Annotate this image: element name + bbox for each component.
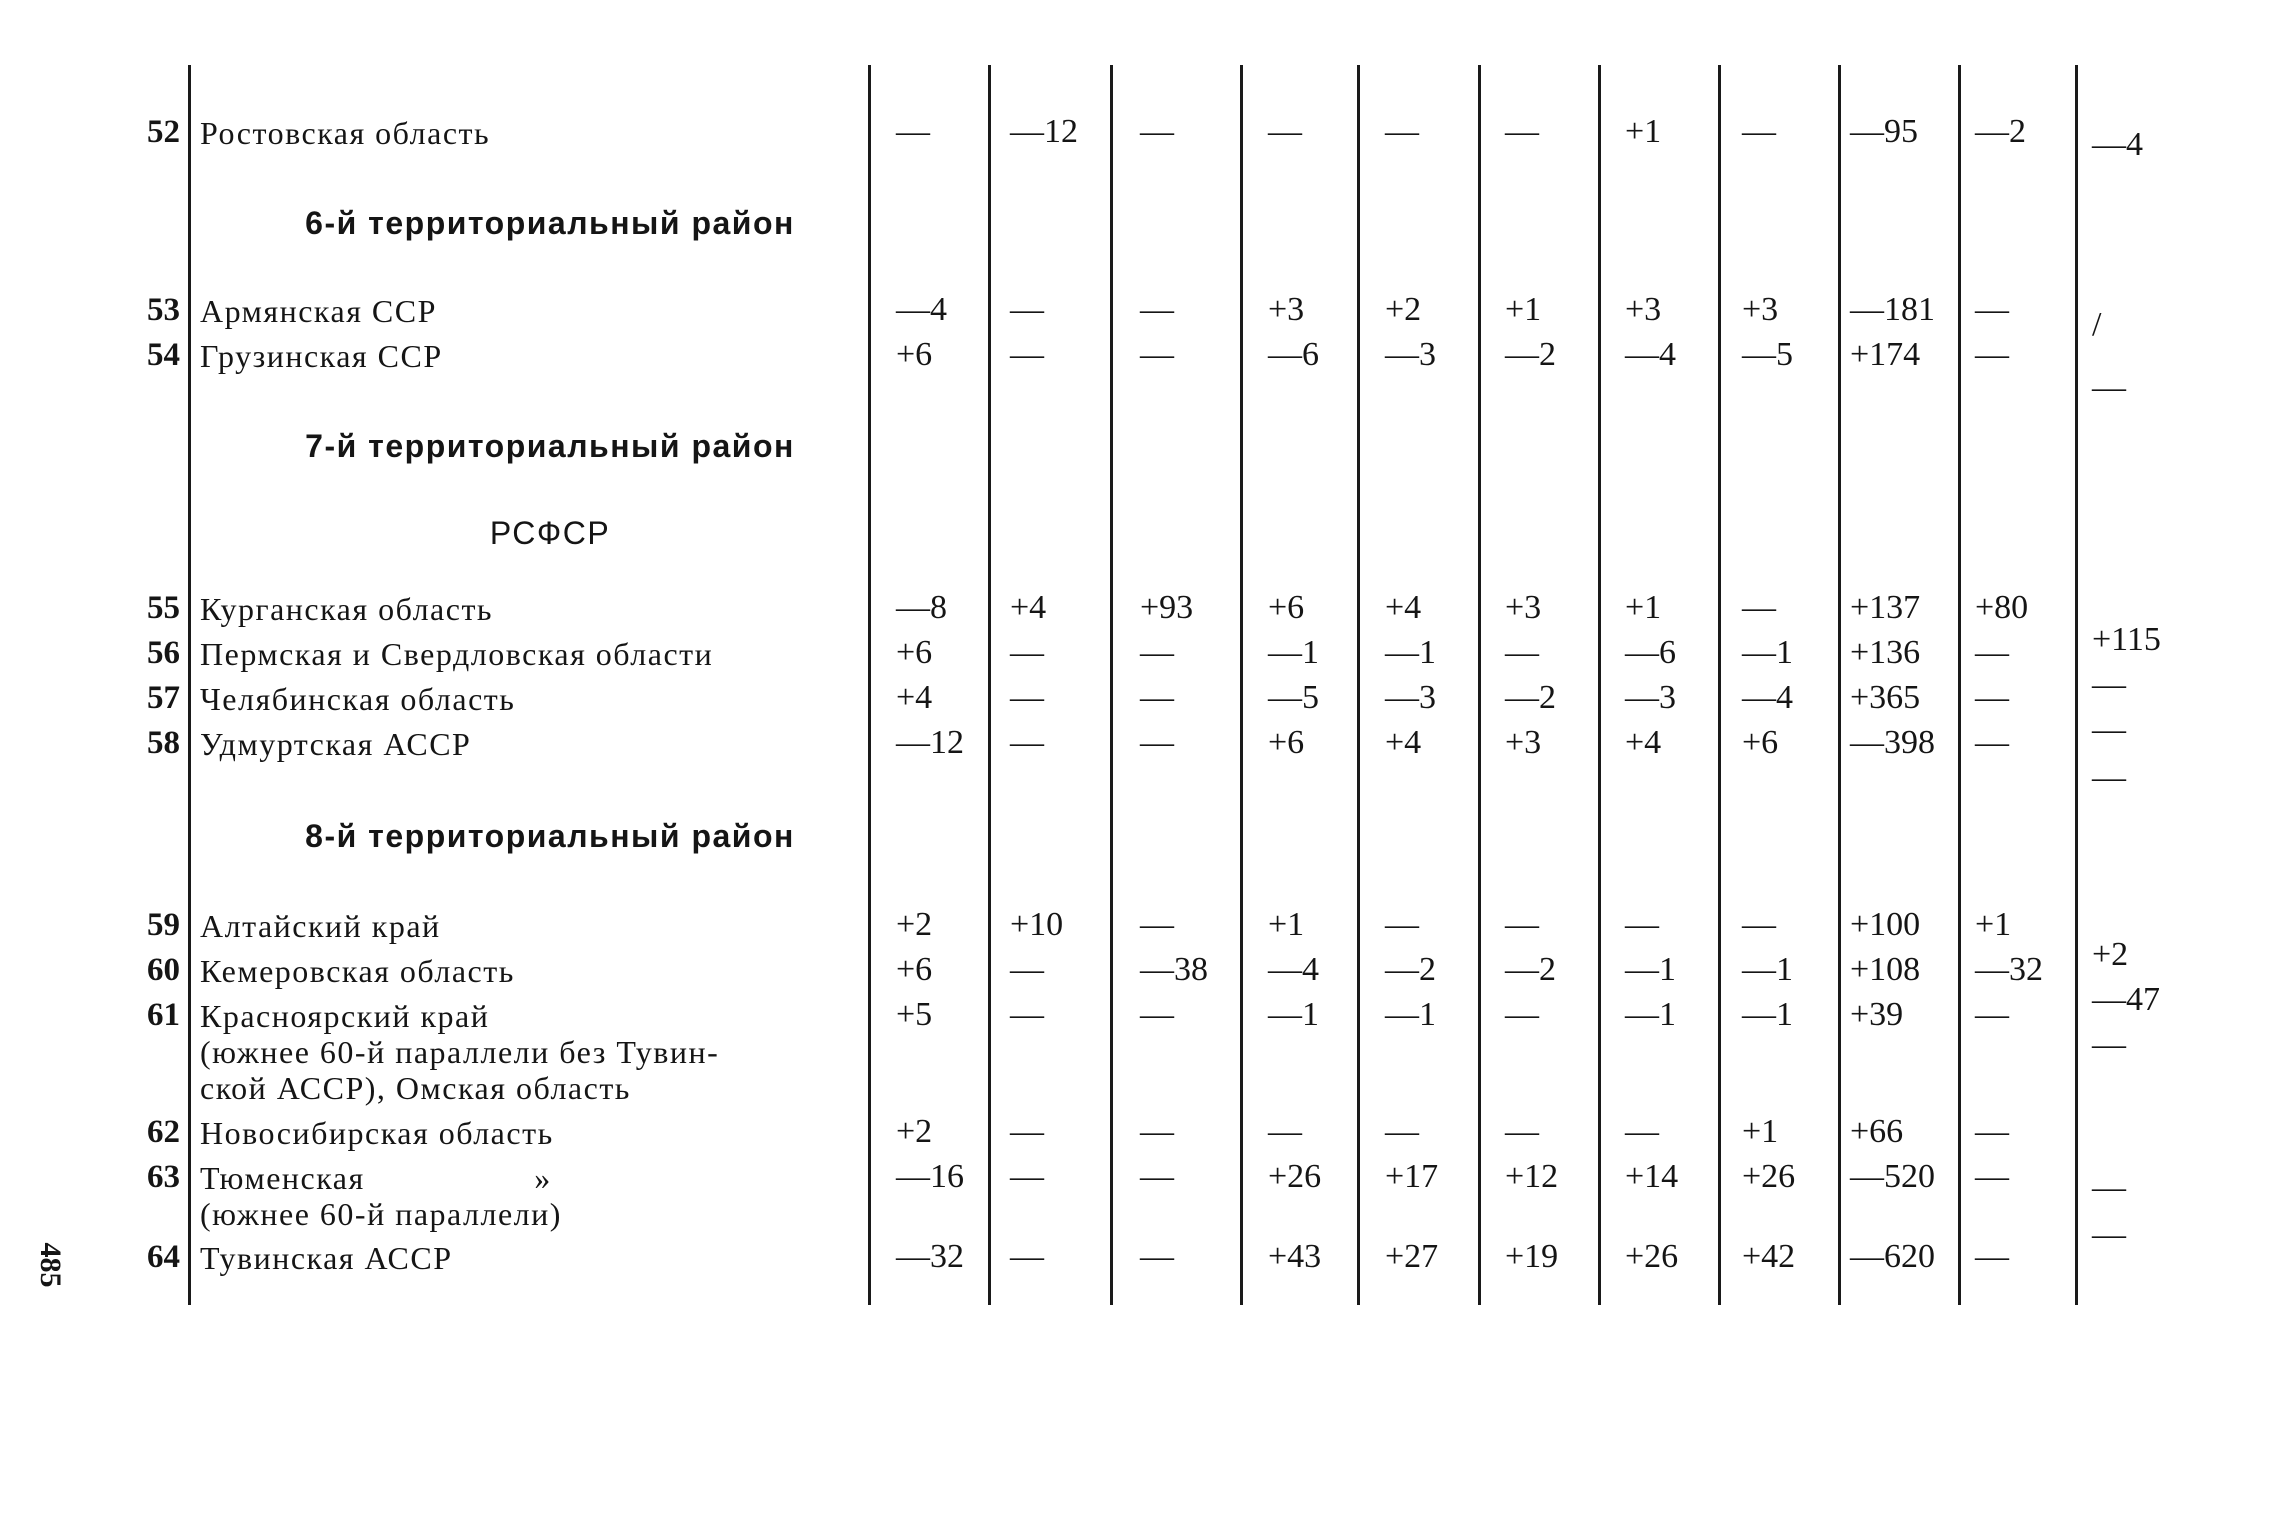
table-cell: —1	[1625, 996, 1676, 1033]
table-cell: +66	[1850, 1113, 1904, 1150]
table-cell: —	[2092, 711, 2126, 748]
table-cell: —47	[2092, 981, 2160, 1018]
table-cell: —	[1975, 291, 2009, 328]
table-cell: +4	[896, 679, 933, 716]
table-cell: —	[1010, 291, 1044, 328]
table-cell: —	[1975, 1238, 2009, 1275]
table-cell: —1	[1742, 996, 1793, 1033]
table-cell: +6	[896, 336, 933, 373]
table-cell: +14	[1625, 1158, 1679, 1195]
table-cell: —	[1010, 679, 1044, 716]
row-name: ской АССР), Омская область	[200, 1070, 631, 1106]
table-cell: +1	[1975, 906, 2012, 943]
table-cell: +108	[1850, 951, 1921, 988]
table-cell: —1	[1385, 996, 1436, 1033]
section-heading: 6-й территориальный район	[305, 205, 795, 241]
row-number: 53	[147, 292, 180, 328]
table-cell: +3	[1505, 589, 1542, 626]
table-cell: +4	[1385, 589, 1422, 626]
column-rule	[1478, 65, 1481, 1305]
table-cell: —	[1975, 634, 2009, 671]
column-rule	[1598, 65, 1601, 1305]
table-cell: +6	[1268, 724, 1305, 761]
table-cell: —	[1975, 679, 2009, 716]
table-cell: —	[1140, 996, 1174, 1033]
row-number: 57	[147, 680, 180, 716]
column-rule	[988, 65, 991, 1305]
row-number: 56	[147, 635, 180, 671]
table-cell: —	[1625, 906, 1659, 943]
column-rule	[1958, 65, 1961, 1305]
table-cell: +26	[1625, 1238, 1679, 1275]
table-cell: —	[1742, 589, 1776, 626]
table-cell: —	[1975, 1113, 2009, 1150]
column-rule	[1110, 65, 1113, 1305]
table-cell: —	[1505, 1113, 1539, 1150]
row-number: 59	[147, 907, 180, 943]
table-cell: —	[2092, 369, 2126, 406]
table-cell: —	[1975, 996, 2009, 1033]
column-rule	[1718, 65, 1721, 1305]
table-cell: /	[2092, 306, 2102, 343]
table-cell: —2	[1975, 113, 2026, 150]
table-cell: —	[1140, 291, 1174, 328]
table-cell: —16	[896, 1158, 964, 1195]
table-cell: —	[1010, 1113, 1044, 1150]
table-cell: —5	[1742, 336, 1793, 373]
table-cell: —	[1010, 996, 1044, 1033]
table-cell: +1	[1268, 906, 1305, 943]
table-cell: —4	[2092, 126, 2143, 163]
table-cell: —2	[1505, 336, 1556, 373]
row-name: Курганская область	[200, 591, 494, 627]
table-cell: —	[2092, 1216, 2126, 1253]
table-cell: —	[1010, 724, 1044, 761]
table-cell: —4	[1742, 679, 1793, 716]
table-cell: —	[1140, 724, 1174, 761]
row-number: 58	[147, 725, 180, 761]
table-cell: +6	[1742, 724, 1779, 761]
table-cell: —	[1140, 679, 1174, 716]
table-cell: +2	[1385, 291, 1422, 328]
table-cell: +42	[1742, 1238, 1796, 1275]
table-cell: +1	[1742, 1113, 1779, 1150]
table-cell: —	[1505, 906, 1539, 943]
table-cell: —	[1140, 906, 1174, 943]
page-number: 485	[34, 1242, 67, 1288]
table-cell: —2	[1505, 679, 1556, 716]
table-cell: —	[1742, 906, 1776, 943]
table-cell: +2	[2092, 936, 2129, 973]
row-name: Алтайский край	[200, 908, 441, 944]
table-cell: —181	[1850, 291, 1935, 328]
table-cell: —	[1975, 724, 2009, 761]
table-cell: —	[1385, 1113, 1419, 1150]
table-cell: —	[1385, 113, 1419, 150]
row-number: 52	[147, 114, 180, 150]
table-cell: +115	[2092, 621, 2161, 658]
table-cell: —	[1385, 906, 1419, 943]
table-cell: +4	[1385, 724, 1422, 761]
section-subheading: РСФСР	[489, 515, 611, 551]
row-name: Новосибирская область	[200, 1115, 554, 1151]
table-cell: +6	[896, 634, 933, 671]
table-cell: —	[1505, 113, 1539, 150]
table-cell: +26	[1268, 1158, 1322, 1195]
table-cell: +1	[1625, 589, 1662, 626]
table-cell: —	[1625, 1113, 1659, 1150]
table-cell: —12	[896, 724, 964, 761]
table-cell: —	[1742, 113, 1776, 150]
table-cell: —4	[896, 291, 947, 328]
table-cell: —32	[896, 1238, 964, 1275]
table-cell: +12	[1505, 1158, 1559, 1195]
table-cell: —1	[1268, 634, 1319, 671]
section-heading: 7-й территориальный район	[305, 428, 795, 464]
table-cell: —2	[1385, 951, 1436, 988]
row-name: Ростовская область	[200, 115, 491, 151]
table-cell: —	[1010, 1238, 1044, 1275]
table-rule-left	[188, 65, 191, 1305]
column-rule	[1838, 65, 1841, 1305]
table-cell: —1	[1742, 634, 1793, 671]
table-cell: +2	[896, 1113, 933, 1150]
table-cell: +3	[1268, 291, 1305, 328]
table-cell: +3	[1742, 291, 1779, 328]
column-rule	[2075, 65, 2078, 1305]
table-cell: +80	[1975, 589, 2029, 626]
section-heading: 8-й территориальный район	[305, 818, 795, 854]
table-cell: —	[1140, 1238, 1174, 1275]
table-cell: +1	[1625, 113, 1662, 150]
table-cell: —4	[1268, 951, 1319, 988]
table-cell: +19	[1505, 1238, 1559, 1275]
table-cell: —1	[1625, 951, 1676, 988]
table-cell: —2	[1505, 951, 1556, 988]
column-rule	[868, 65, 871, 1305]
column-rule	[1357, 65, 1360, 1305]
row-name: Челябинская область	[200, 681, 516, 717]
column-rule	[1240, 65, 1243, 1305]
table-cell: —520	[1850, 1158, 1935, 1195]
table-cell: +17	[1385, 1158, 1439, 1195]
row-name: Тюменская »	[200, 1160, 552, 1196]
table-cell: —1	[1742, 951, 1793, 988]
row-number: 63	[147, 1159, 180, 1195]
row-name: Удмуртская АССР	[200, 726, 472, 762]
table-cell: —	[1975, 336, 2009, 373]
table-cell: +3	[1625, 291, 1662, 328]
table-cell: —	[1010, 634, 1044, 671]
row-number: 64	[147, 1239, 180, 1275]
table-cell: —3	[1385, 336, 1436, 373]
table-cell: —	[1140, 336, 1174, 373]
table-cell: —	[1268, 1113, 1302, 1150]
table-cell: —	[1140, 1158, 1174, 1195]
table-cell: —620	[1850, 1238, 1935, 1275]
table-cell: +137	[1850, 589, 1921, 626]
row-name: (южнее 60-й параллели без Тувин-	[200, 1034, 720, 1070]
table-cell: +10	[1010, 906, 1064, 943]
row-number: 55	[147, 590, 180, 626]
row-number: 60	[147, 952, 180, 988]
row-name: Красноярский край	[200, 998, 490, 1034]
table-cell: —5	[1268, 679, 1319, 716]
table-cell: —	[1975, 1158, 2009, 1195]
table-cell: —	[2092, 666, 2126, 703]
table-cell: —	[1268, 113, 1302, 150]
table-cell: +43	[1268, 1238, 1322, 1275]
table-cell: —3	[1385, 679, 1436, 716]
table-cell: —1	[1268, 996, 1319, 1033]
table-cell: —	[1010, 951, 1044, 988]
table-cell: —6	[1625, 634, 1676, 671]
table-cell: —3	[1625, 679, 1676, 716]
table-cell: —1	[1385, 634, 1436, 671]
table-cell: +5	[896, 996, 933, 1033]
row-number: 62	[147, 1114, 180, 1150]
row-name: Тувинская АССР	[200, 1240, 453, 1276]
table-cell: —	[1010, 336, 1044, 373]
table-cell: —95	[1850, 113, 1918, 150]
table-cell: —	[1505, 996, 1539, 1033]
table-cell: —38	[1140, 951, 1208, 988]
table-cell: —	[1140, 634, 1174, 671]
table-cell: +27	[1385, 1238, 1439, 1275]
table-cell: —398	[1850, 724, 1935, 761]
table-cell: —6	[1268, 336, 1319, 373]
table-cell: +1	[1505, 291, 1542, 328]
row-name: Кемеровская область	[200, 953, 515, 989]
table-cell: +100	[1850, 906, 1921, 943]
table-cell: —	[1140, 1113, 1174, 1150]
table-cell: —4	[1625, 336, 1676, 373]
row-name: Пермская и Свердловская области	[200, 636, 714, 672]
table-cell: —12	[1010, 113, 1078, 150]
table-cell: —	[896, 113, 930, 150]
table-cell: —32	[1975, 951, 2043, 988]
table-cell: —	[1505, 634, 1539, 671]
table-cell: —8	[896, 589, 947, 626]
row-name: (южнее 60-й параллели)	[200, 1196, 562, 1232]
table-cell: +4	[1625, 724, 1662, 761]
table-cell: +4	[1010, 589, 1047, 626]
table-cell: +39	[1850, 996, 1904, 1033]
row-name: Армянская ССР	[200, 293, 437, 329]
table-cell: —	[2092, 1169, 2126, 1206]
table-cell: +365	[1850, 679, 1921, 716]
table-cell: +6	[1268, 589, 1305, 626]
table-cell-extra: —	[2092, 759, 2126, 796]
row-name: Грузинская ССР	[200, 338, 443, 374]
table-cell: —	[1010, 1158, 1044, 1195]
table-cell: +26	[1742, 1158, 1796, 1195]
table-cell: —	[1140, 113, 1174, 150]
table-cell: +174	[1850, 336, 1921, 373]
table-cell: +136	[1850, 634, 1921, 671]
row-number: 54	[147, 337, 180, 373]
row-number: 61	[147, 997, 180, 1033]
table-cell: +93	[1140, 589, 1194, 626]
table-cell: +6	[896, 951, 933, 988]
table-cell: +2	[896, 906, 933, 943]
table-cell: +3	[1505, 724, 1542, 761]
table-cell: —	[2092, 1026, 2126, 1063]
